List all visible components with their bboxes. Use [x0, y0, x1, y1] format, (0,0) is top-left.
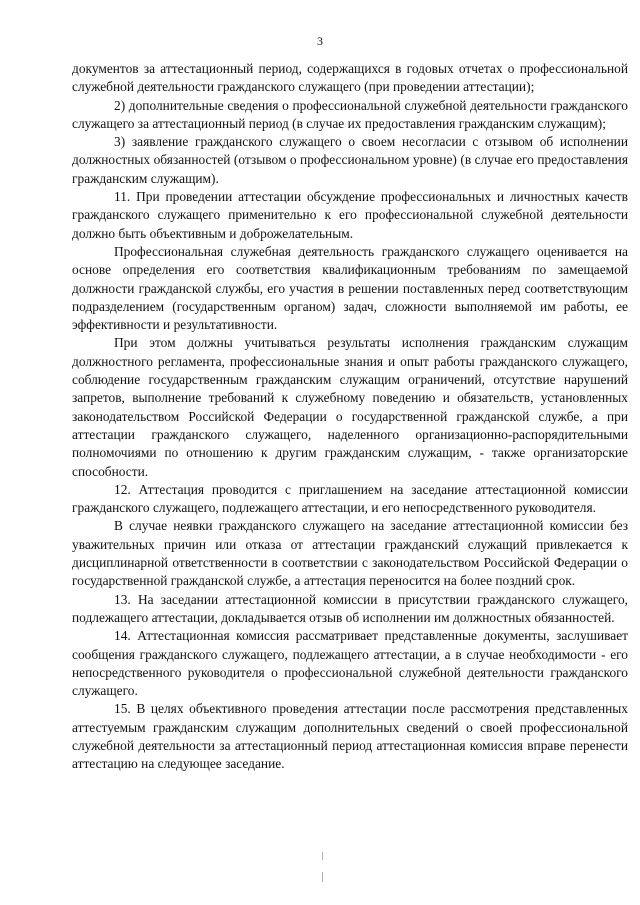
scan-artifact-mark [322, 872, 323, 882]
paragraph-considerations: При этом должны учитываться результаты исполнения гражданским служащим должностного регламента, профессиональные знания и опыт работы гражданского служащего, соблюдение государственным гражданским служащим ограничений, отсутствие нарушений запретов, выполнение требований к служебному поведению и обязательств, установленных законодательством Российской Федерации о государственной гражданской службе, а при аттестации гражданского служащего, наделенного организационно-распорядительными полномочиями по отношению к другим гражданским служащим, - также организаторские способности. [72, 335, 628, 479]
scan-artifact-mark [322, 852, 323, 860]
paragraph-item-3: 3) заявление гражданского служащего о своем несогласии с отзывом об исполнении должностных обязанностей (отзывом о профессиональном уровне) (в случае его предоставления гражданским служащим). [72, 134, 628, 186]
paragraph-item-2: 2) дополнительные сведения о профессиональной служебной деятельности гражданского служащего за аттестационный период (в случае их предоставления гражданским служащим); [72, 97, 628, 131]
paragraph-absence: В случае неявки гражданского служащего на заседание аттестационной комиссии без уважительных причин или отказа от аттестации гражданский служащий привлекается к дисциплинарной ответственности в соответствии с законодательством Российской Федерации о государственной гражданской службе, а аттестация переносится на более поздний срок. [72, 518, 628, 589]
paragraph-clause-12: 12. Аттестация проводится с приглашением на заседание аттестационной комиссии гражданского служащего, подлежащего аттестации, и его непосредственного руководителя. [72, 481, 628, 516]
paragraph-continuation: документов за аттестационный период, содержащихся в годовых отчетах о профессиональной служебной деятельности гражданского служащего (при проведении аттестации); [72, 61, 628, 95]
document-body [72, 60, 628, 774]
paragraph-clause-11: 11. При проведении аттестации обсуждение профессиональных и личностных качеств гражданского служащего применительно к его профессиональной служебной деятельности должно быть объективным и доброжелательным. [72, 189, 628, 241]
paragraph-clause-14: 14. Аттестационная комиссия рассматривает представленные документы, заслушивает сообщения гражданского служащего, подлежащего аттестации, а в случае необходимости - его непосредственного руководителя о профессиональной служебной деятельности гражданского служащего. [72, 628, 628, 699]
page-number: 3 [317, 34, 323, 48]
paragraph-evaluation: Профессиональная служебная деятельность гражданского служащего оценивается на основе определения его соответствия квалификационным требованиям по замещаемой должности гражданской службы, его участия в решении поставленных перед соответствующим подразделением (государственным органом) задач, сложности выполняемой им работы, ее эффективности и результативности. [72, 243, 628, 333]
paragraph-clause-13: 13. На заседании аттестационной комиссии в присутствии гражданского служащего, подлежащего аттестации, докладывается отзыв об исполнении им должностных обязанностей. [72, 591, 628, 625]
paragraph-clause-15: 15. В целях объективного проведения аттестации после рассмотрения представленных аттестуемым гражданским служащим дополнительных сведений о своей профессиональной служебной деятельности за аттестационный период аттестационная комиссия вправе перенести аттестацию на следующее заседание. [72, 701, 628, 772]
